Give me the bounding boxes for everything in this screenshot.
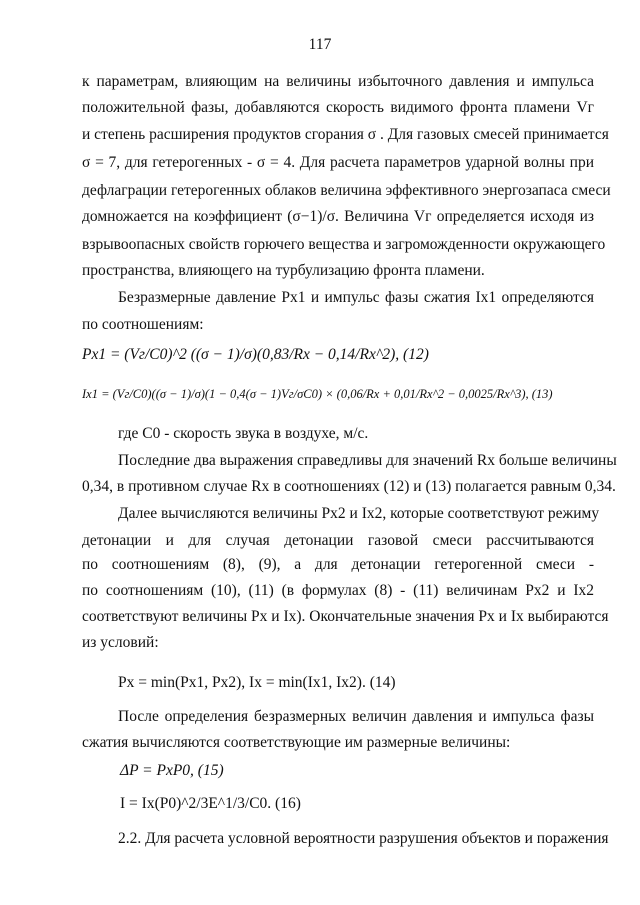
text-line: из условий:	[82, 634, 159, 651]
equation-13: Ix1 = (Vг/C0)((σ − 1)/σ)(1 − 0,4(σ − 1)Vг/σC0) × (0,06/Rx + 0,01/Rx^2 − 0,0025/Rx^3), (13)	[82, 387, 553, 401]
equation-15: ΔP = PxP0, (15)	[120, 762, 224, 779]
text-line: Безразмерные давление Px1 и импульс фазы сжатия Ix1 определяются	[118, 289, 594, 306]
page-number: 117	[308, 36, 332, 53]
text-line: 0,34, в противном случае Rx в соотношениях (12) и (13) полагается равным 0,34.	[82, 478, 616, 495]
text-line: по соотношениям:	[82, 316, 204, 333]
text-line: Далее вычисляются величины Px2 и Ix2, которые соответствуют режиму	[118, 505, 600, 522]
equation-12: Px1 = (Vг/C0)^2 ((σ − 1)/σ)(0,83/Rx − 0,14/Rx^2), (12)	[82, 346, 429, 363]
text-line: к параметрам, влияющим на величины избыточного давления и импульса	[82, 73, 594, 90]
text-line: по соотношениям (10), (11) (в формулах (8) - (11) величинам Px2 и Ix2	[82, 582, 594, 599]
text-line: сжатия вычисляются соответствующие им размерные величины:	[82, 734, 511, 751]
text-line: дефлаграции гетерогенных облаков величина эффективного энергозапаса смеси	[82, 182, 611, 199]
text-line: по соотношениям (8), (9), а для детонации гетерогенной смеси -	[82, 556, 594, 573]
text-line: соответствуют величины Px и Ix). Окончательные значения Px и Ix выбираются	[82, 608, 609, 625]
text-line: пространства, влияющего на турбулизацию фронта пламени.	[82, 262, 485, 279]
text-line: и степень расширения продуктов сгорания σ . Для газовых смесей принимается	[82, 126, 609, 143]
equation-16: I = Ix(P0)^2/3E^1/3/C0. (16)	[120, 795, 301, 812]
text-line: положительной фазы, добавляются скорость видимого фронта пламени Vг	[82, 99, 594, 116]
text-line: где C0 - скорость звука в воздухе, м/с.	[118, 425, 369, 442]
text-line: домножается на коэффициент (σ−1)/σ. Величина Vг определяется исходя из	[82, 208, 594, 225]
text-line: σ = 7, для гетерогенных - σ = 4. Для расчета параметров ударной волны при	[82, 154, 594, 171]
text-line: Последние два выражения справедливы для значений Rx больше величины	[118, 452, 617, 469]
text-line: 2.2. Для расчета условной вероятности разрушения объектов и поражения	[118, 830, 609, 847]
text-line: детонации и для случая детонации газовой смеси рассчитываются	[82, 532, 594, 549]
text-line: взрывоопасных свойств горючего вещества и загроможденности окружающего	[82, 236, 606, 253]
equation-14: Px = min(Px1, Px2), Ix = min(Ix1, Ix2). (14)	[118, 674, 396, 691]
text-line: После определения безразмерных величин давления и импульса фазы	[118, 708, 594, 725]
